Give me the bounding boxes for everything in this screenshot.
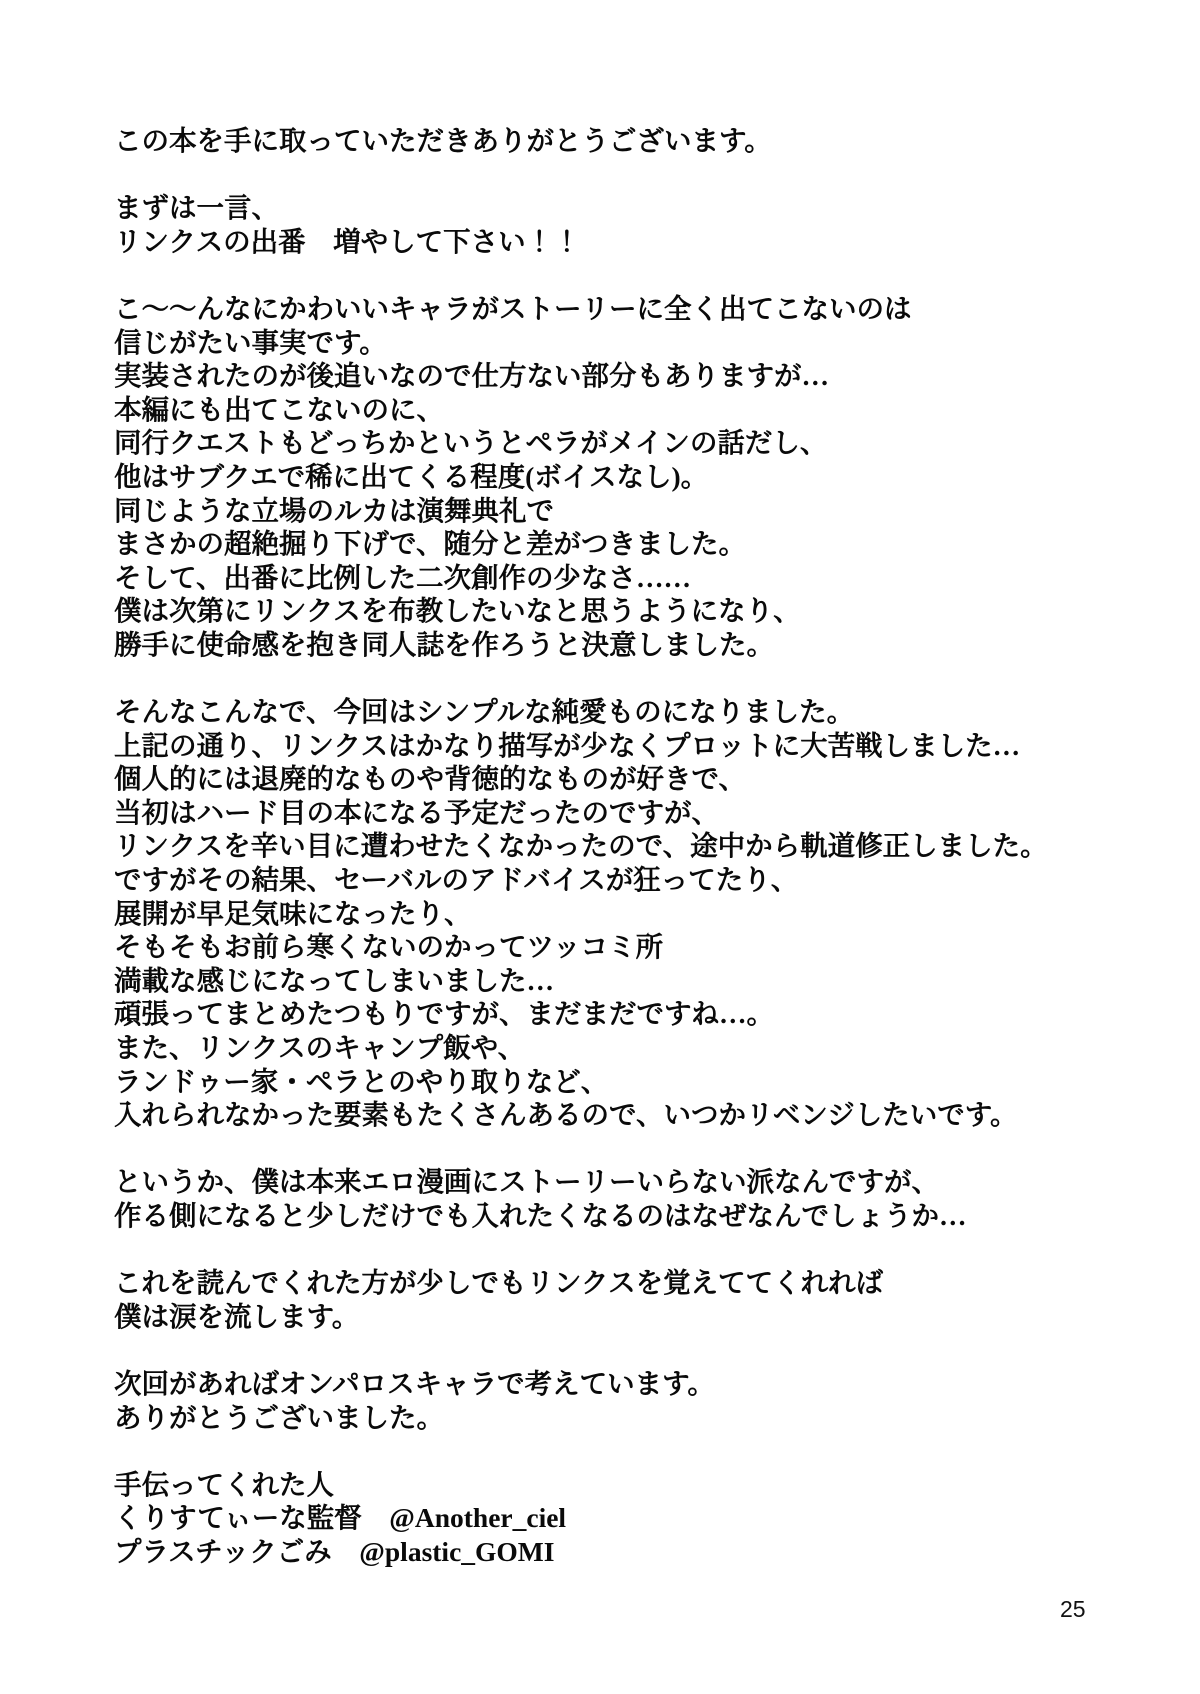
paragraph: [114, 695, 1154, 1132]
paragraph: [114, 1367, 1154, 1434]
paragraph: [114, 191, 1154, 258]
text-line: ありがとうございました。: [114, 1401, 444, 1433]
paragraph: [114, 1468, 1154, 1569]
text-line: 次回があればオンパロスキャラで考えています。: [114, 1367, 715, 1399]
text-line: 当初はハード目の本になる予定だったのですが、: [114, 796, 719, 828]
paragraph: [114, 292, 1154, 662]
afterword-text: [114, 124, 1154, 1569]
text-line: ランドゥー家・ペラとのやり取りなど、: [114, 1065, 609, 1097]
text-line: 本編にも出てこないのに、: [114, 393, 444, 425]
text-line: 同じような立場のルカは演舞典礼で: [114, 494, 554, 526]
text-line: こ～～んなにかわいいキャラがストーリーに全く出てこないのは: [114, 292, 912, 324]
text-line: 同行クエストもどっちかというとペラがメインの話だし、: [114, 427, 828, 459]
text-line: 頑張ってまとめたつもりですが、まだまだですね…。: [114, 998, 774, 1030]
text-line: プラスチックごみ @plastic_GOMI: [114, 1535, 555, 1567]
text-line: 個人的には退廃的なものや背徳的なものが好きで、: [114, 763, 746, 795]
text-line: この本を手に取っていただきありがとうございます。: [114, 125, 772, 156]
text-line: 展開が早足気味になったり、: [114, 897, 472, 929]
text-line: これを読んでくれた方が少しでもリンクスを覚えててくれれば: [114, 1267, 884, 1299]
text-line: 手伝ってくれた人: [114, 1468, 334, 1500]
text-line: まずは一言、: [114, 192, 279, 224]
text-line: 勝手に使命感を抱き同人誌を作ろうと決意しました。: [114, 628, 774, 660]
text-line: 作る側になると少しだけでも入れたくなるのはなぜなんでしょうか…: [114, 1200, 967, 1231]
text-line: というか、僕は本来エロ漫画にストーリーいらない派なんですが、: [114, 1166, 939, 1198]
text-line: くりすてぃーな監督 @Another_ciel: [114, 1502, 567, 1534]
text-line: 上記の通り、リンクスはかなり描写が少なくプロットに大苦戦しました…: [114, 729, 1021, 761]
text-line: 他はサブクエで稀に出てくる程度(ボイスなし)。: [114, 460, 709, 492]
text-line: 僕は涙を流します。: [114, 1300, 360, 1332]
text-line: そんなこんなで、今回はシンプルな純愛ものになりました。: [114, 696, 855, 728]
text-line: リンクスの出番 増やして下さい！！: [114, 225, 581, 257]
text-line: 満載な感じになってしまいました…: [114, 964, 554, 996]
text-line: また、リンクスのキャンプ飯や、: [114, 1032, 526, 1064]
text-line: まさかの超絶掘り下げで、随分と差がつきました。: [114, 528, 746, 560]
text-line: リンクスを辛い目に遭わせたくなかったので、途中から軌道修正しました。: [114, 830, 1048, 862]
text-line: 僕は次第にリンクスを布教したいなと思うようになり、: [114, 595, 801, 627]
text-line: ですがその結果、セーバルのアドバイスが狂ってたり、: [114, 864, 799, 896]
paragraph: [114, 1165, 1154, 1232]
text-line: 信じがたい事実です。: [114, 326, 387, 358]
text-line: そして、出番に比例した二次創作の少なさ……: [114, 561, 691, 593]
text-line: 入れられなかった要素もたくさんあるので、いつかリベンジしたいです。: [114, 1099, 1018, 1131]
text-line: そもそもお前ら寒くないのかってツッコミ所: [114, 931, 664, 963]
page-number: 25: [1060, 1596, 1086, 1622]
text-line: 実装されたのが後追いなので仕方ない部分もありますが…: [114, 360, 829, 392]
paragraph: [114, 1266, 1154, 1333]
paragraph: [114, 124, 1154, 158]
